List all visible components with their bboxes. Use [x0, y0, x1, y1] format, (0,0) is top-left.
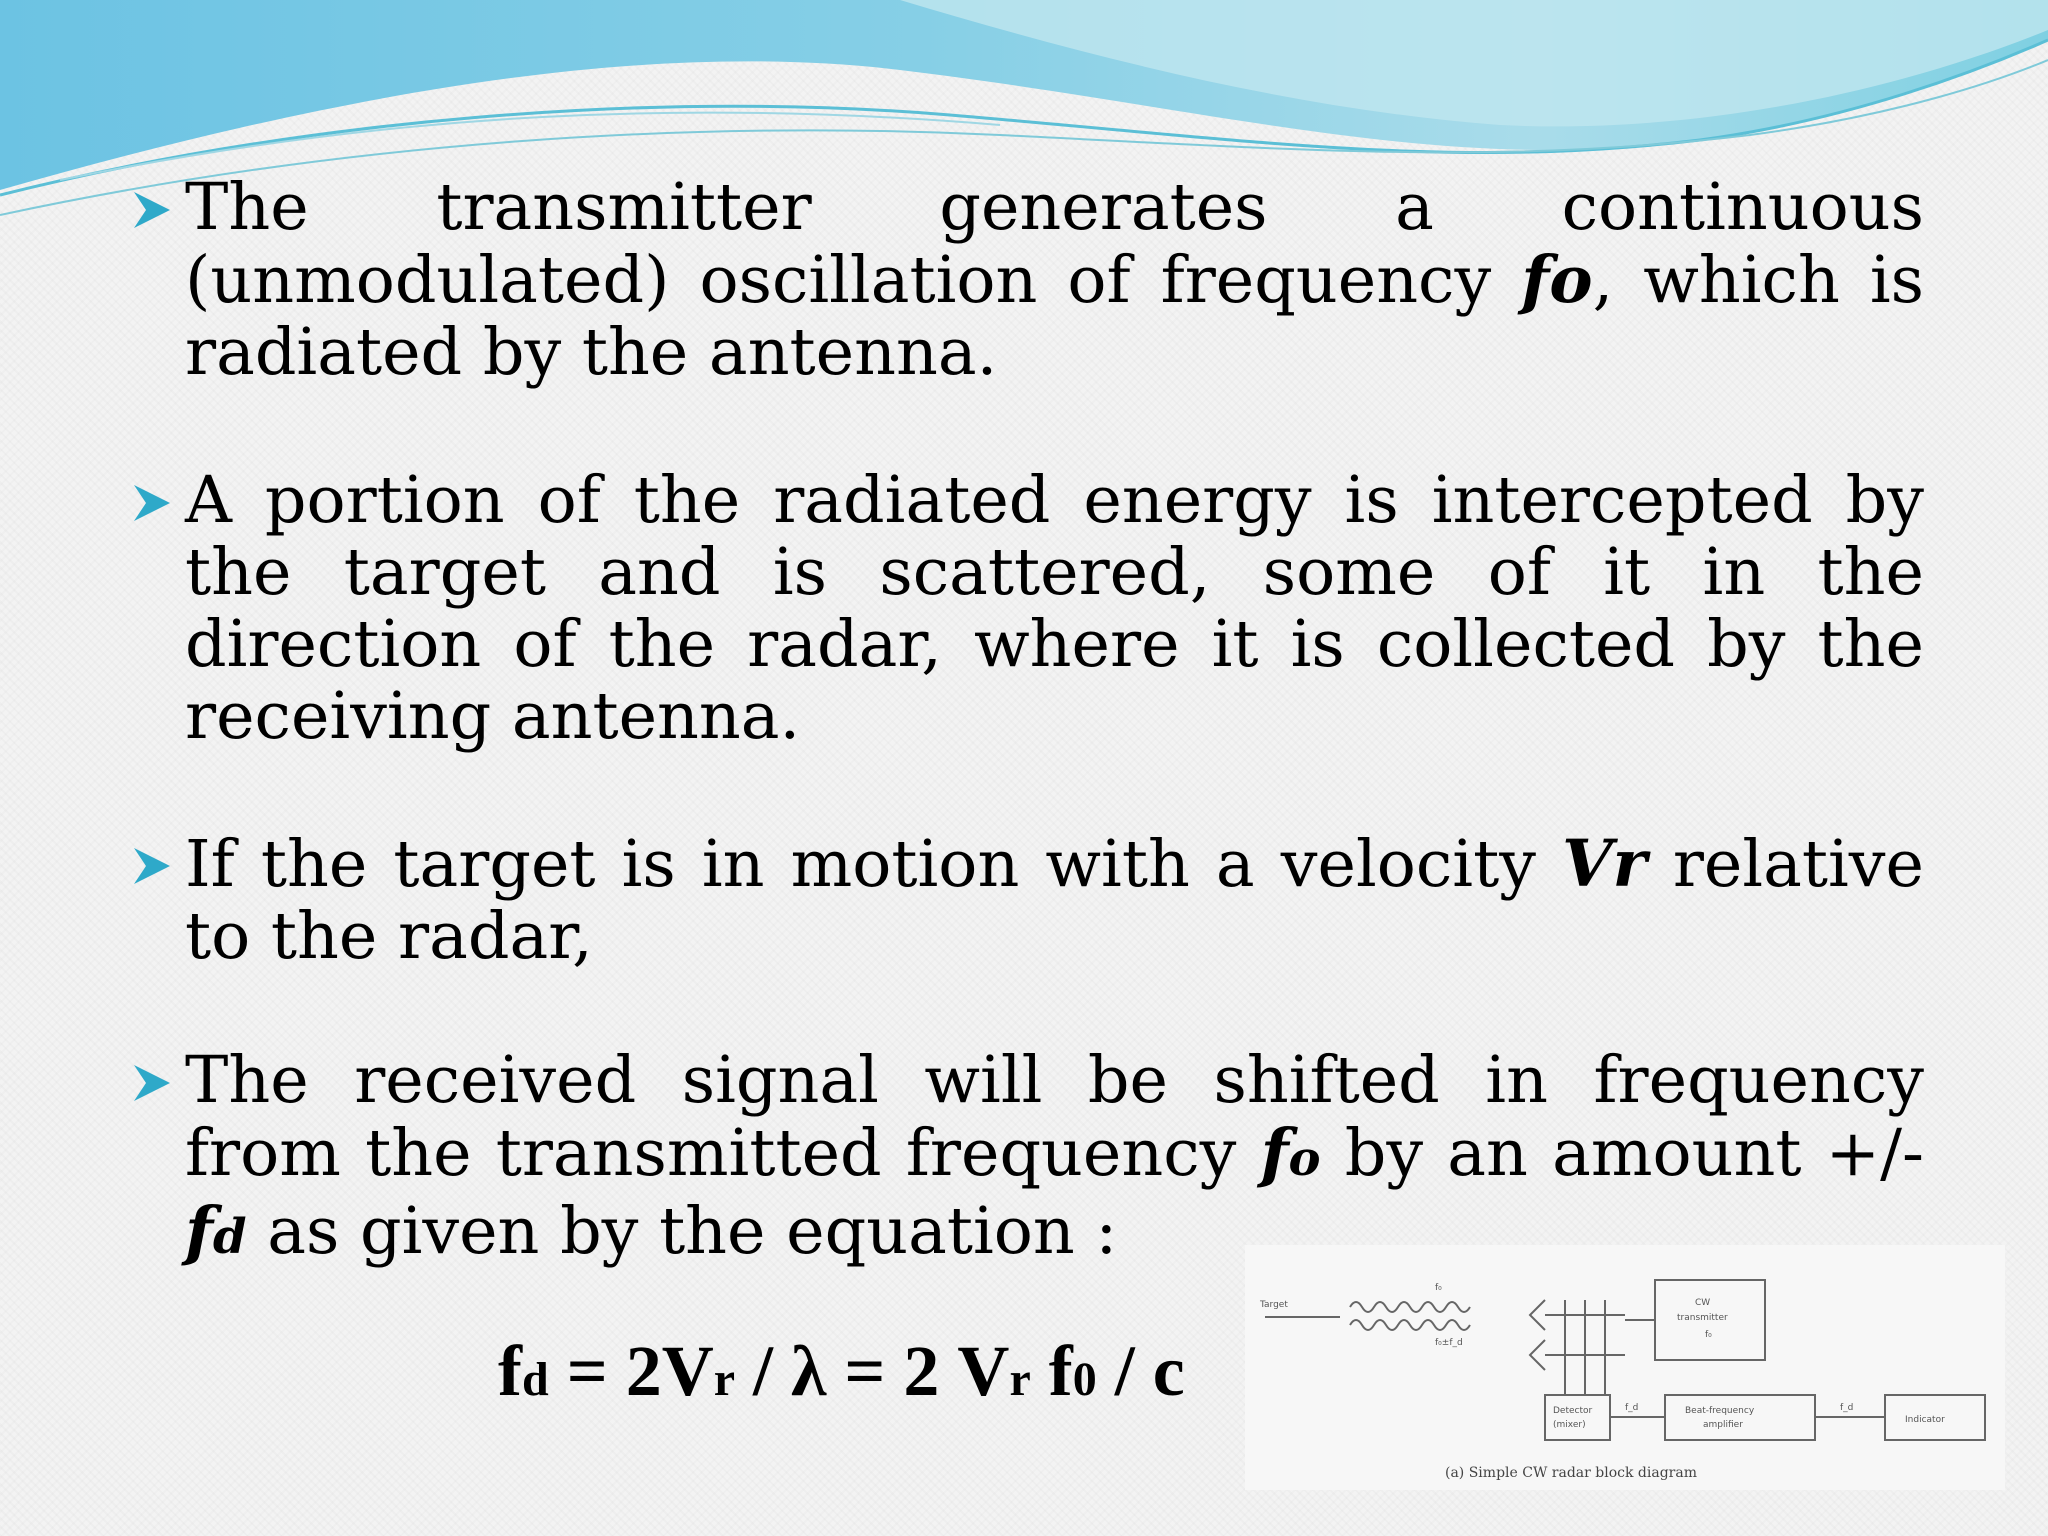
arrow-bullet-icon — [130, 481, 174, 525]
svg-text:transmitter: transmitter — [1677, 1313, 1728, 1323]
svg-text:Beat-frequency: Beat-frequency — [1685, 1406, 1755, 1416]
svg-text:f_d: f_d — [1625, 1403, 1639, 1413]
svg-text:Target: Target — [1260, 1300, 1288, 1310]
bullet-3 — [130, 828, 1924, 973]
svg-text:Indicator: Indicator — [1905, 1415, 1945, 1425]
bullet-2-text: A portion of the radiated energy is intercepted by the target and is scattered, some of it in the direction of the radar, where it is collected by the receiving antenna. — [185, 463, 1924, 754]
doppler-formula: fd = 2Vr / λ = 2 Vr f0 / c — [498, 1331, 1185, 1411]
svg-text:amplifier: amplifier — [1703, 1420, 1743, 1430]
svg-text:Detector: Detector — [1553, 1406, 1593, 1416]
arrow-bullet-icon — [130, 844, 174, 888]
bullet-4-text: The received signal will be shifted in frequency from the transmitted frequency fo by an amount +/-fd as given by the equation : — [185, 1043, 1924, 1269]
diagram-caption: (a) Simple CW radar block diagram — [1445, 1465, 1697, 1481]
svg-text:f₀±f_d: f₀±f_d — [1435, 1338, 1463, 1348]
bullet-1-line-1: The transmitter generates a continuous — [185, 170, 1924, 245]
arrow-bullet-icon — [130, 188, 174, 232]
bullet-3-text: If the target is in motion with a velocity Vr relative to the radar, — [185, 826, 1924, 974]
svg-text:f₀: f₀ — [1435, 1283, 1442, 1293]
svg-text:CW: CW — [1695, 1298, 1711, 1308]
cw-radar-block-diagram — [1245, 1245, 2005, 1490]
svg-text:(mixer): (mixer) — [1553, 1420, 1586, 1430]
svg-text:f₀: f₀ — [1705, 1330, 1712, 1340]
bullet-2 — [130, 465, 1924, 753]
bullet-1-text: The transmitter generates a continuous (unmodulated) oscillation of frequency fo, which is radiated by the antenna. — [185, 170, 1925, 390]
bullet-4 — [130, 1045, 1924, 1273]
svg-text:f_d: f_d — [1840, 1403, 1854, 1413]
block-diagram-graphic — [1245, 1245, 2005, 1490]
arrow-bullet-icon — [130, 1061, 174, 1105]
bullet-1 — [130, 172, 1924, 389]
